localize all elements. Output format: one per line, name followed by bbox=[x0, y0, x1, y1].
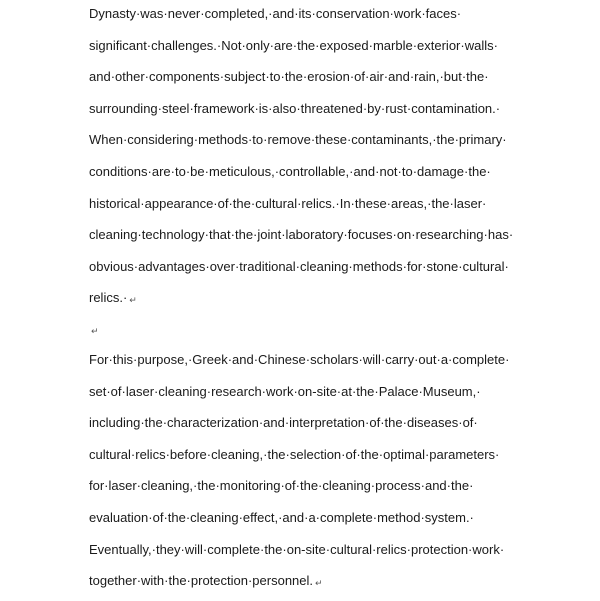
text-line: together·with·the·protection·personnel. ↵ bbox=[89, 567, 529, 599]
text-line: conditions·are·to·be·meticulous,·controllable,·and·not·to·damage·the· bbox=[89, 163, 491, 179]
text-line: for·laser·cleaning,·the·monitoring·of·the·cleaning·process·and·the· bbox=[89, 478, 474, 494]
text-line: evaluation·of·the·cleaning·effect,·and·a·complete·method·system.· bbox=[89, 509, 474, 525]
empty-paragraph bbox=[89, 315, 99, 347]
paragraph-mark-icon: ↵ bbox=[91, 327, 99, 337]
paragraph-laser-cleaning-plan bbox=[89, 346, 529, 599]
text-line: relics.· ↵ bbox=[89, 284, 529, 316]
paragraph-mark-icon: ↵ bbox=[129, 296, 137, 307]
text-line: and·other·components·subject·to·the·erosion·of·air·and·rain,·but·the· bbox=[89, 69, 489, 85]
paragraph-mark-icon: ↵ bbox=[315, 579, 323, 590]
text-line: cultural·relics·before·cleaning,·the·selection·of·the·optimal·parameters· bbox=[89, 446, 500, 462]
text-line: set·of·laser·cleaning·research·work·on-site·at·the·Palace·Museum,· bbox=[89, 383, 481, 399]
text-line: surrounding·steel·framework·is·also·threatened·by·rust·contamination.· bbox=[89, 100, 501, 116]
text-line: Eventually,·they·will·complete·the·on-site·cultural·relics·protection·work· bbox=[89, 541, 505, 557]
text-line: Dynasty·was·never·completed,·and·its·conservation·work·faces· bbox=[89, 6, 462, 21]
text-line: cleaning·technology·that·the·joint·laboratory·focuses·on·researching·has· bbox=[89, 227, 514, 243]
text-line: obvious·advantages·over·traditional·cleaning·methods·for·stone·cultural· bbox=[89, 258, 509, 274]
text-line: including·the·characterization·and·interpretation·of·the·diseases·of· bbox=[89, 415, 478, 431]
text-line: historical·appearance·of·the·cultural·relics.·In·these·areas,·the·laser· bbox=[89, 195, 487, 211]
text-line: When·considering·methods·to·remove·these·contaminants,·the·primary· bbox=[89, 132, 507, 148]
paragraph-conservation-challenges bbox=[89, 0, 529, 316]
text-line: significant·challenges.·Not·only·are·the·exposed·marble·exterior·walls· bbox=[89, 37, 498, 53]
text-line: For·this·purpose,·Greek·and·Chinese·scholars·will·carry·out·a·complete· bbox=[89, 352, 510, 367]
